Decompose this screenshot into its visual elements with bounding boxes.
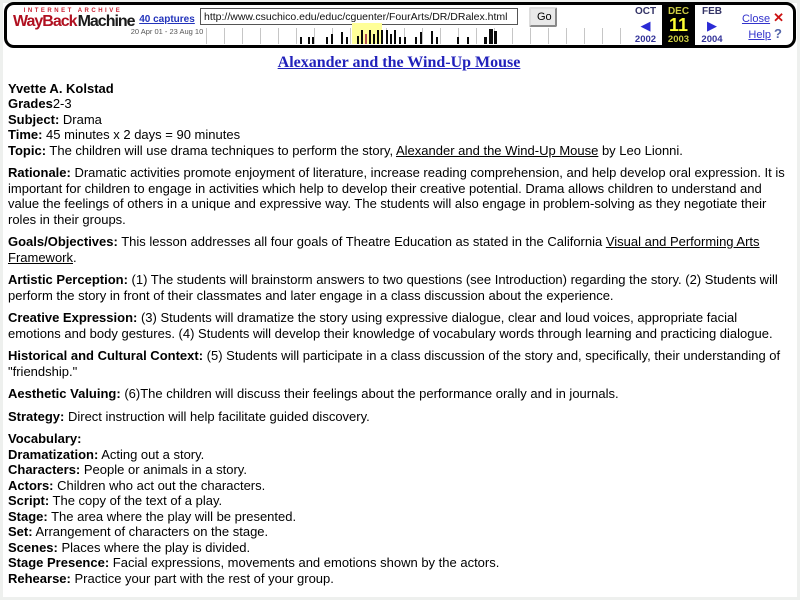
help-control (748, 26, 782, 41)
creative-expression-text: Creative Expression: (8, 310, 138, 325)
vocab-rehearse (8, 571, 790, 587)
vocab-characters-text: People or animals in a story. (80, 462, 247, 477)
time-text: 45 minutes x 2 days = 90 minutes (42, 127, 241, 142)
historical-cultural-context-text: Historical and Cultural Context: (8, 348, 204, 363)
vocab-stage-presence-text: Facial expressions, movements and emotions shown by the actors. (109, 555, 500, 570)
goals-objectives-text: This lesson addresses all four goals of Theatre Education as stated in the California (117, 234, 606, 249)
vocab-dramatization-text: Dramatization: (8, 446, 99, 462)
vocab-scenes (8, 540, 790, 556)
capture-bar[interactable] (386, 30, 388, 44)
wayback-wordmark: WayBackMachine (13, 13, 135, 30)
vocab-stage-text: The area where the play will be presented. (47, 508, 297, 524)
current-month-label: DEC (667, 6, 690, 17)
current-day-label: 11 (668, 15, 689, 35)
next-capture-arrow-icon[interactable]: ▶ (707, 17, 717, 33)
topic-text: by Leo Lionni. (598, 142, 683, 158)
capture-bar[interactable] (390, 34, 392, 44)
capture-bar[interactable] (312, 37, 314, 44)
vocab-actors (8, 478, 790, 494)
creative-expression (8, 310, 790, 341)
captures-summary (129, 14, 205, 36)
capture-bar[interactable] (377, 30, 379, 44)
vocab-script-text: Script: (8, 493, 50, 508)
capture-bar[interactable] (373, 34, 375, 44)
doc-header-block (8, 81, 790, 159)
vocab-rehearse-text: Practice your part with the rest of your group. (70, 570, 334, 586)
capture-bar[interactable] (399, 37, 401, 44)
capture-bar[interactable] (300, 37, 302, 44)
capture-bar[interactable] (341, 32, 343, 44)
creative-expression-text: (3) Students will dramatize the story using expressive dialogue, clear and loud voices, appropriate facial emotions and body gestures. (4) Students will develop their knowledge of vocabulary words through learning and practicing dialogue. (8, 310, 773, 341)
capture-bar[interactable] (436, 37, 438, 44)
vocab-characters-text: Characters: (8, 462, 81, 477)
historical-cultural-context-text: (5) Students will participate in a class discussion of the story and, specifically, their understanding of "friendship." (8, 348, 781, 379)
artistic-perception-text: (1) The students will brainstorm answers to two questions (see Introduction) regarding the story. (2) Students will perform the story in front of their classmates and later engage in a class discussion about the experience. (8, 272, 778, 303)
aesthetic-valuing-text: (6)The children will discuss their feelings about the performance orally and in journals. (120, 386, 619, 401)
go-button[interactable]: Go (529, 7, 557, 27)
goals-objectives-text: Goals/Objectives: (8, 234, 118, 249)
rationale-text: Dramatic activities promote enjoyment of literature, increase reading comprehension, and help develop oral expression. It is important for children to engage in activities which help to develop their creative potential. Drama allows children to understand and value the feelings of others in a unique and expressive way. The students will also engage in problem-solving as they negotiate their roles in their groups. (8, 165, 785, 227)
page-title-link[interactable]: Alexander and the Wind-Up Mouse (277, 54, 521, 71)
aesthetic-valuing-text: Aesthetic Valuing: (8, 386, 121, 401)
rationale (8, 165, 790, 227)
aesthetic-valuing (8, 386, 790, 402)
time-text: Time: (8, 127, 43, 142)
capture-bar[interactable] (326, 37, 328, 44)
vocab-dramatization (8, 447, 790, 463)
current-year-label: 2003 (667, 33, 690, 45)
next-year-link[interactable]: 2004 (701, 33, 723, 45)
topic (8, 143, 790, 159)
capture-bar[interactable] (467, 37, 469, 44)
vocab-scenes-text: Scenes: (8, 539, 58, 555)
vocab-set-text: Arrangement of characters on the stage. (32, 524, 269, 539)
capture-bar[interactable] (494, 31, 497, 44)
wayback-toolbar (4, 2, 796, 48)
capture-bar[interactable] (420, 32, 422, 44)
document-body (8, 53, 790, 586)
next-month-label: FEB (702, 6, 722, 17)
historical-cultural-context (8, 348, 790, 379)
artistic-perception-text: Artistic Perception: (8, 272, 128, 287)
goals-objectives-link[interactable]: Visual and Performing Arts Framework (8, 234, 760, 265)
topic-link[interactable]: Alexander and the Wind-Up Mouse (396, 142, 599, 158)
current-capture-bar[interactable] (365, 34, 367, 44)
close-x-icon[interactable]: ✕ (773, 10, 784, 25)
help-question-icon[interactable]: ? (774, 26, 782, 41)
vocabulary-block (8, 431, 790, 586)
prev-month-label: OCT (634, 6, 657, 17)
vocab-stage-presence-text: Stage Presence: (8, 555, 110, 570)
vocab-set-text: Set: (8, 524, 33, 539)
captures-date-range: 20 Apr 01 - 23 Aug 10 (130, 27, 204, 36)
doc-sections (8, 165, 790, 424)
captures-count-link[interactable]: 40 captures (139, 14, 195, 25)
capture-bar[interactable] (357, 36, 359, 44)
strategy-text: Strategy: (8, 408, 65, 424)
capture-bar[interactable] (457, 37, 459, 44)
grades (8, 96, 790, 112)
vocabulary-heading (8, 431, 790, 447)
capture-bar[interactable] (394, 30, 396, 44)
capture-bar[interactable] (381, 30, 383, 44)
goals-objectives (8, 234, 790, 265)
close-link[interactable]: Close (741, 13, 771, 25)
capture-bar[interactable] (369, 30, 371, 44)
vocab-stage-text: Stage: (8, 508, 48, 524)
artistic-perception (8, 272, 790, 303)
vocab-stage-presence (8, 555, 790, 571)
vocab-dramatization-text: Acting out a story. (98, 446, 205, 462)
topic-text: Topic: (8, 142, 47, 158)
close-control (742, 10, 784, 26)
capture-bar[interactable] (484, 37, 487, 44)
topic-text: The children will use drama techniques to perform the story, (46, 142, 396, 158)
vocabulary-heading-text: Vocabulary: (8, 431, 82, 446)
time (8, 127, 790, 143)
byline-text: Yvette A. Kolstad (8, 80, 114, 96)
subject-text: Subject: (8, 111, 60, 127)
strategy-text: Direct instruction will help facilitate guided discovery. (64, 408, 370, 424)
subject (8, 112, 790, 128)
wayback-machine-logo[interactable] (13, 8, 133, 29)
vocab-script-text: The copy of the text of a play. (49, 493, 223, 508)
vocab-characters (8, 462, 790, 478)
vocab-actors-text: Children who act out the characters. (53, 477, 266, 493)
prev-year-link[interactable]: 2002 (634, 33, 657, 45)
internet-archive-label: INTERNET ARCHIVE (23, 8, 123, 14)
vocab-script (8, 493, 790, 509)
vocab-rehearse-text: Rehearse: (8, 570, 71, 586)
date-navigation (629, 5, 729, 45)
vocab-actors-text: Actors: (8, 477, 54, 493)
capture-timeline[interactable] (206, 28, 634, 44)
capture-bar[interactable] (489, 29, 493, 44)
rationale-text: Rationale: (8, 165, 71, 180)
subject-text: Drama (59, 111, 102, 127)
goals-objectives-text: . (73, 249, 77, 265)
capture-bar[interactable] (331, 34, 333, 44)
capture-bar[interactable] (346, 37, 348, 44)
help-link[interactable]: Help (748, 29, 772, 41)
grades-text: 2-3 (52, 96, 72, 111)
vocab-stage (8, 509, 790, 525)
capture-bar[interactable] (415, 37, 417, 44)
vocab-set (8, 524, 790, 540)
capture-bar[interactable] (431, 31, 433, 44)
strategy (8, 409, 790, 425)
byline (8, 81, 790, 97)
vocab-scenes-text: Places where the play is divided. (57, 539, 251, 555)
grades-text: Grades (8, 96, 53, 111)
capture-bar[interactable] (361, 30, 363, 44)
page-title (8, 55, 790, 71)
capture-bar[interactable] (308, 37, 310, 44)
capture-bar[interactable] (404, 37, 406, 44)
prev-capture-arrow-icon[interactable]: ◀ (640, 17, 651, 33)
